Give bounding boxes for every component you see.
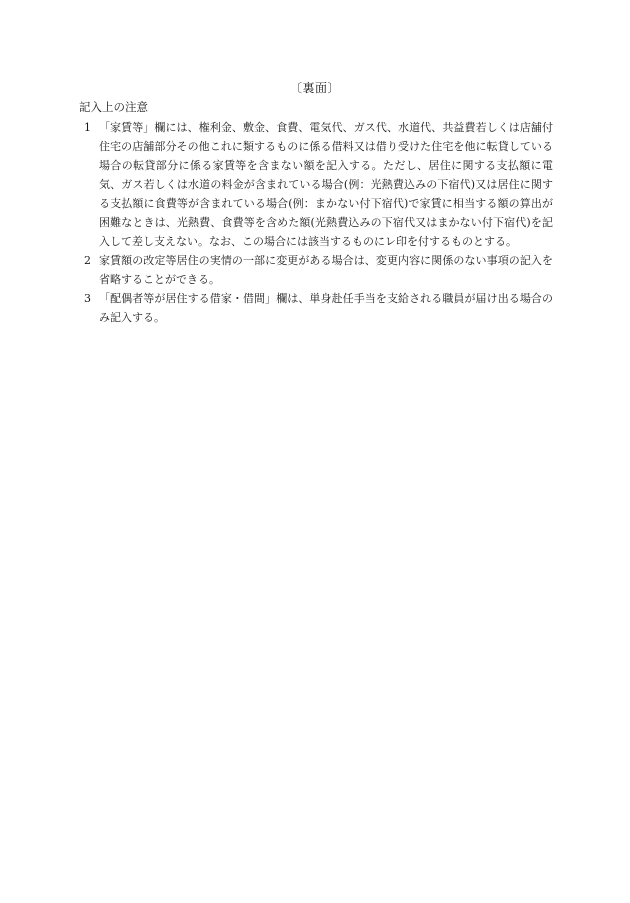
note-item [79,118,553,251]
page-heading: 〔裏面〕 [289,81,340,95]
section-title: 記入上の注意 [79,100,148,114]
note-item [79,251,553,289]
notes-list [79,118,553,327]
note-number: 3 [84,292,91,305]
note-number: 2 [84,254,91,267]
note-text: 家賃額の改定等居住の実情の一部に変更がある場合は、変更内容に関係のない事項の記入を省略することができる。 [99,254,553,286]
note-number: 1 [84,121,91,134]
note-item [79,289,553,327]
note-text: 「家賃等」欄には、権利金、敷金、食費、電気代、ガス代、水道代、共益費若しくは店舗付住宅の店舗部分その他これに類するものに係る借料又は借り受けた住宅を他に転貸している場合の転貸部分に係る家賃等を含まない額を記入する。ただし、居住に関する支払額に電気、ガス若しくは水道の料金が含まれている場合(例：光熱費込みの下宿代)又は居住に関する支払額に食費等が含まれている場合(例：まかない付下宿代)で家賃に相当する額の算出が困難なときは、光熱費、食費等を含めた額(光熱費込みの下宿代又はまかない付下宿代)を記入して差し支えない。なお、この場合には該当するものにレ印を付するものとする。 [99,121,553,248]
note-text: 「配偶者等が居住する借家・借間」欄は、単身赴任手当を支給される職員が届け出る場合のみ記入する。 [99,292,553,324]
